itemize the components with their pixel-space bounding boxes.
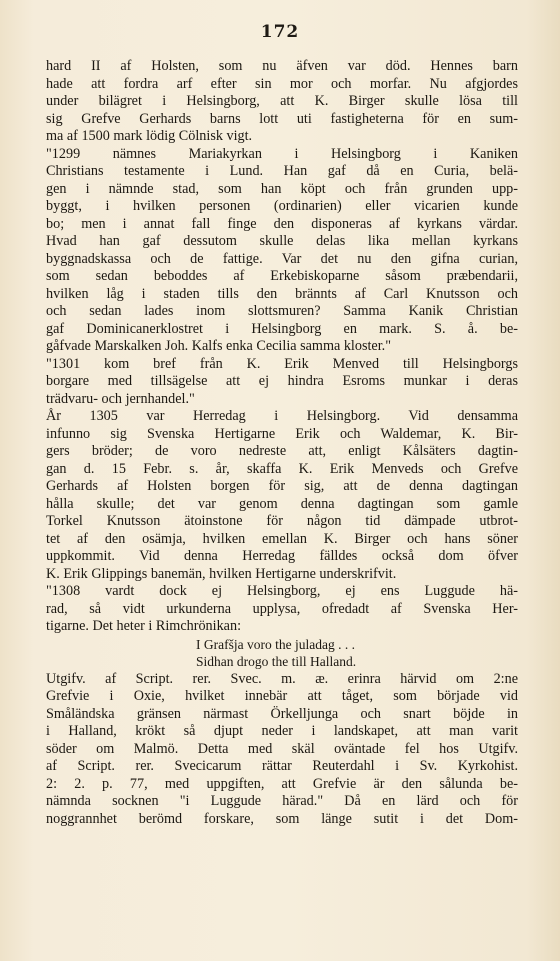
verse-line: I Grafšja voro the juladag . . . — [196, 636, 355, 652]
text-line: ma af 1500 mark lödig Cölnisk vigt. — [46, 128, 253, 144]
text-line: K. Erik Glippings banemän, hvilken Hertigarne underskrifvit. — [46, 565, 397, 582]
text-line: borgare med tillsägelse att ej hindra Esroms munkar i deras — [46, 373, 518, 389]
text-line: rad, så vidt urkunderna upplysa, ofredadt af Svenska Her- — [46, 600, 518, 617]
text-line: hade att fordra arf efter sin mor och morfar. Nu afgjordes — [46, 75, 518, 92]
text-line: tigarne. Det heter i Rimchrönikan: — [46, 618, 242, 634]
text-line: gan d. 15 Febr. s. år, skaffa K. Erik Menveds och Grefve — [46, 460, 518, 477]
body-text — [46, 58, 518, 828]
verse-line: Sidhan drogo the till Halland. — [196, 654, 357, 669]
text-line: Hvad han gaf dessutom skulle delas lika mellan kyrkans — [46, 233, 518, 249]
text-line: hard II af Holsten, som nu äfven var död. Hennes barn — [46, 58, 518, 74]
text-line: hvilken låg i staden tills den brännts af Carl Knutsson och — [46, 285, 518, 302]
text-line: af Script. rer. Svecicarum rättar Reuterdahl i Sv. Kyrkohist. — [46, 758, 518, 774]
text-line: sig Grefve Gerhards barns lott uti fastigheterna för en sum- — [46, 110, 518, 127]
text-line: gaf Dominicanerklostret i Helsingborg en mark. S. å. be- — [46, 320, 518, 337]
text-line: 2: 2. p. 77, med uppgiften, att Grefvie är den sålunda be- — [46, 775, 518, 792]
text-line: noggrannhet berömd forskare, som länge sutit i det Dom- — [46, 810, 518, 827]
text-line: gers bröder; de voro nedreste att, enligt Kålsäters dagtin- — [46, 443, 518, 459]
text-line: nämnda socknen "i Luggude härad." Då en lärd och för — [46, 793, 518, 809]
text-line: Utgifv. af Script. rer. Svec. m. æ. erinra härvid om 2:ne — [46, 670, 518, 687]
text-line: infunno sig Svenska Hertigarne Erik och Waldemar, K. Bir- — [46, 425, 518, 442]
text-line: Småländska gränsen närmast Örkelljunga och snart böjde in — [46, 705, 518, 722]
text-line: som sedan beboddes af Erkebiskoparne såsom præbendarii, — [46, 268, 518, 284]
page-number: 172 — [260, 22, 300, 42]
text-line: "1308 vardt dock ej Helsingborg, ej ens Luggude hä- — [46, 583, 518, 599]
text-line: bo; men i annat fall finge den disponeras af kyrkans värdar. — [46, 215, 518, 232]
text-line: "1301 kom bref från K. Erik Menved till Helsingborgs — [46, 355, 518, 372]
text-line: Christians testamente i Lund. Han gaf då en Curia, belä- — [46, 163, 518, 179]
text-line: Grefvie i Oxie, hvilket innebär att tåget, som började vid — [46, 688, 518, 704]
text-line: Gerhards af Holsten borgen för sig, att de denna dagtingan — [46, 478, 518, 494]
text-line: söder om Malmö. Detta med skäl oväntade fel hos Utgifv. — [46, 740, 518, 757]
text-line: Torkel Knutsson ätoinstone för någon tid dämpade utbrot- — [46, 513, 518, 529]
text-line: trädvaru- och jernhandel." — [46, 390, 195, 407]
text-line: tet af den osämja, hvilken emellan K. Birger och hans söner — [46, 530, 518, 547]
text-line: gåfvade Marskalken Joh. Kalfs enka Cecilia samma kloster." — [46, 338, 392, 354]
text-line: byggnadskassa och de fattige. Var det nu den gifna curian, — [46, 250, 518, 267]
text-line: och sedan lades inom slottsmuren? Samma Kanik Christian — [46, 303, 518, 319]
text-line: hålla skulle; det var genom denna dagtingan som gamle — [46, 495, 518, 512]
text-line: "1299 nämnes Mariakyrkan i Helsingborg i Kaniken — [46, 145, 518, 162]
text-line: byggt, i hvilken personen (ordinarien) eller vicarien kunde — [46, 198, 518, 214]
text-line: År 1305 var Herredag i Helsingborg. Vid densamma — [46, 408, 518, 424]
text-line: under bilägret i Helsingborg, att K. Birger skulle lösa till — [46, 93, 518, 109]
text-line: i Halland, krökt så djupt neder i landskapet, att man varit — [46, 723, 518, 739]
text-line: uppkommit. Vid denna Herredag fälldes också dom öfver — [46, 548, 518, 564]
text-line: gen i nämnde stad, som han köpt och från grunden upp- — [46, 180, 518, 197]
